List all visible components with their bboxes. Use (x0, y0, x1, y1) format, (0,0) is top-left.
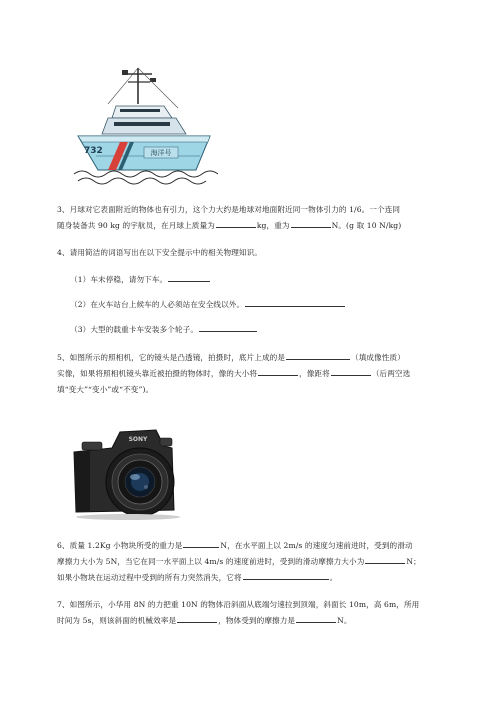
q6-line-3: 如果小物块在运动过程中受到的所有力突然消失，它将 。 (57, 570, 455, 586)
q7-line-1: 7、如图所示，小华用 8N 的力把重 10N 的物体沿斜面从底端匀速拉到顶端，斜面长 10m，高 6m，所用 (57, 600, 420, 609)
q4-blank-3[interactable] (199, 322, 257, 332)
q6-line-2: 摩擦力大小为 5N，当它在同一水平面上以 4m/s 的速度前进时，受到的滑动摩擦力大小为 N； (57, 554, 455, 570)
q5-line-3: 填“变大”“变小”或“不变”)。 (57, 385, 154, 394)
q5-blank-image-distance[interactable] (331, 366, 371, 376)
question-5 (57, 350, 455, 398)
q7-blank-friction[interactable] (296, 613, 336, 623)
q6-line-1: 6、质量 1.2Kg 小物块所受的重力是 N，在水平面上以 2m/s 的速度匀速前进时，受到的滑动 (57, 538, 455, 554)
question-7 (57, 597, 455, 629)
q3-blank-mass[interactable] (216, 218, 256, 228)
q4-blank-1[interactable] (168, 272, 210, 282)
q3-line-1: 3、月球对它表面附近的物体也有引力，这个力大约是地球对地面附近同一物体引力的 1/6。一个连同 (57, 205, 401, 214)
question-4: 4、请用简洁的词语写出在以下安全提示中的相关物理知识。 (57, 248, 262, 257)
q5-line-2: 实像，如果将照相机镜头靠近被拍摄的物体时，像的大小将 ，像距将 （后两空选 (57, 366, 455, 382)
q6-blank-friction[interactable] (365, 554, 405, 564)
q7-line-2: 时间为 5s，则该斜面的机械效率是 ，物体受到的摩擦力是 N。 (57, 613, 455, 629)
q4-item-3: （3）大型的载重卡车安装多个轮子。 (70, 322, 450, 338)
ship-illustration (68, 62, 218, 190)
q5-blank-image-size[interactable] (258, 366, 298, 376)
camera-illustration (68, 418, 198, 522)
q5-line-1: 5、如图所示的照相机，它的镜头是凸透镜，拍摄时，底片上成的是 （填成像性质） (57, 350, 455, 366)
q3-blank-weight[interactable] (291, 218, 331, 228)
q6-blank-motion[interactable] (243, 570, 329, 580)
q6-blank-gravity[interactable] (183, 538, 219, 548)
camera-brand-text: SONY (128, 436, 148, 443)
q7-blank-efficiency[interactable] (177, 613, 217, 623)
hull-number-text: 732 (84, 146, 103, 156)
q5-blank-image-type[interactable] (286, 350, 350, 360)
q4-item-1: （1）车未停稳，请勿下车。 (70, 272, 450, 288)
question-6 (57, 538, 455, 586)
question-3 (57, 202, 455, 234)
q4-item-2: （2）在火车站台上候车的人必须站在安全线以外。 (70, 297, 450, 313)
q4-blank-2[interactable] (245, 297, 345, 307)
q3-line-2: 随身装备共 90 kg 的宇航员，在月球上质量为 kg，重为 N。(g 取 10 N/kg) (57, 218, 455, 234)
ship-name-text: 海洋号 (150, 149, 172, 157)
